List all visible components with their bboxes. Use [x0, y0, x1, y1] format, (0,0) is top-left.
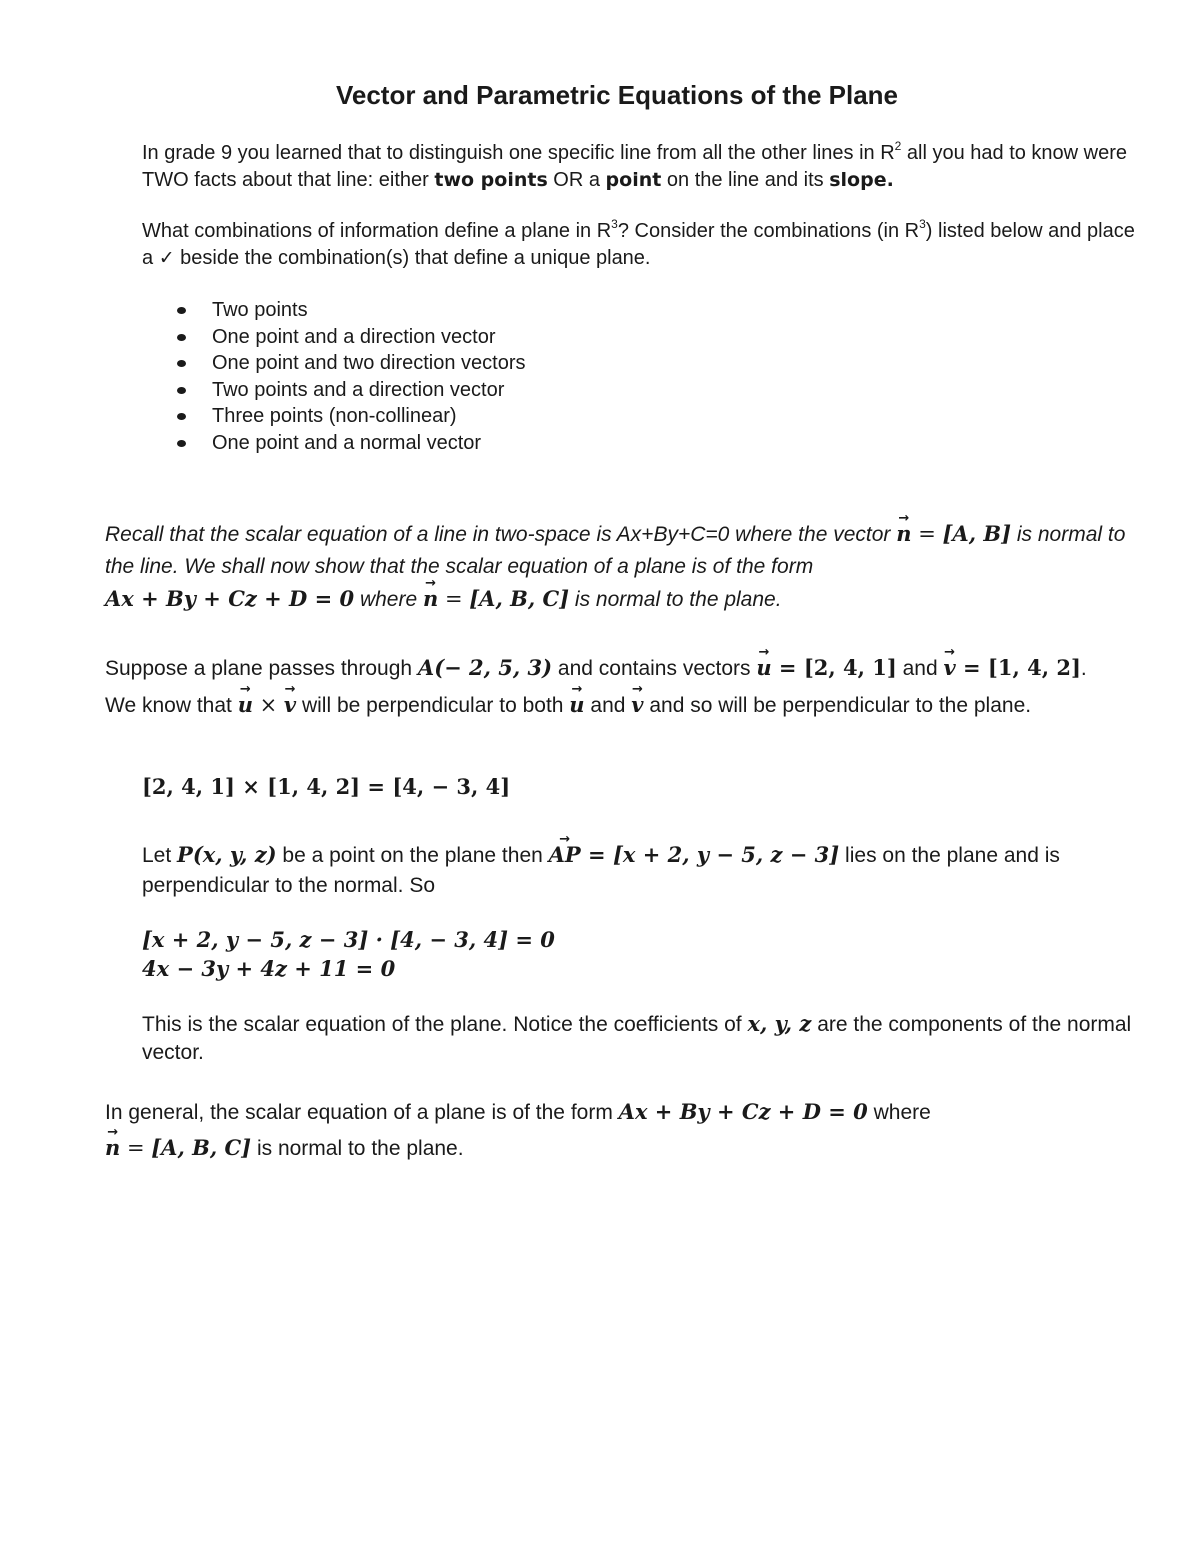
intro-paragraph: [142, 140, 1142, 194]
vector-v: → v: [631, 687, 643, 723]
options-list: [142, 297, 526, 456]
notice-paragraph: [142, 1010, 1142, 1067]
intro-text: all you had to know were TWO facts about that line: either: [142, 142, 1128, 191]
suppose-text: Suppose a plane passes through: [105, 657, 418, 680]
math-expression: [A, B, C]: [151, 1135, 252, 1160]
vector-v: → v: [284, 687, 296, 723]
page-title: Vector and Parametric Equations of the Plane: [335, 80, 899, 110]
checkmark-icon: ✓: [158, 247, 175, 269]
math-expression: x, y, z: [747, 1011, 812, 1036]
intro-text: In grade 9 you learned that to distinguish one specific line from all the other lines in R: [142, 142, 895, 164]
cross-sign: ×: [252, 693, 284, 717]
suppose-text: We know that: [105, 694, 238, 717]
general-paragraph: [105, 1094, 1145, 1166]
intro-text: on the line and its: [661, 169, 830, 191]
math-expression: = [1, 4, 2]: [955, 655, 1081, 680]
vector-u: → u: [569, 687, 584, 723]
recall-text: is normal to the plane.: [569, 588, 782, 611]
math-expression: Ax + By + Cz + D = 0: [618, 1099, 868, 1124]
math-expression: = [2, 4, 1]: [771, 655, 897, 680]
let-paragraph: [142, 840, 1142, 901]
scalar-equation: 4x − 3y + 4z + 11 = 0: [142, 956, 396, 981]
general-text: is normal to the plane.: [251, 1137, 464, 1160]
equals-sign: =: [911, 522, 943, 546]
question-text: beside the combination(s) that define a unique plane.: [174, 247, 651, 269]
recall-text: where: [354, 588, 423, 611]
vector-n: → n: [105, 1130, 120, 1165]
list-item: One point and a direction vector: [142, 324, 526, 351]
dot-product-block: [142, 925, 555, 983]
recall-text: Recall that the scalar equation of a line in two-space is Ax+By+C=0 where the vector: [105, 523, 897, 546]
suppose-text: .: [1080, 657, 1087, 680]
suppose-text: and: [896, 657, 944, 680]
vector-u: → u: [756, 650, 771, 686]
general-text: where: [867, 1101, 931, 1124]
suppose-text: and: [584, 694, 632, 717]
equals-sign: =: [120, 1136, 152, 1160]
bold-term: two points: [434, 169, 548, 191]
list-item: Three points (non-collinear): [142, 403, 526, 430]
vector-n: → n: [896, 518, 911, 550]
question-text: What combinations of information define a plane in R: [142, 220, 612, 242]
let-text: Let: [142, 844, 178, 867]
question-text: ) listed below and place a: [142, 220, 1135, 269]
superscript: 2: [894, 139, 902, 153]
let-text: lies on the plane and is perpendicular to the normal. So: [142, 844, 1060, 897]
vector-n: → n: [423, 583, 438, 615]
notice-text: are the components of the normal vector.: [142, 1013, 1132, 1064]
bold-term: slope.: [829, 169, 894, 191]
vector-ap: → AP: [549, 840, 581, 870]
cross-product-equation: [2, 4, 1] × [1, 4, 2] = [4, − 3, 4]: [142, 774, 511, 799]
superscript: 3: [611, 217, 618, 231]
math-expression: [A, B]: [942, 521, 1012, 546]
vector-v: → v: [944, 650, 956, 686]
question-paragraph: [142, 218, 1142, 272]
question-text: ? Consider the combinations (in R: [617, 220, 920, 242]
bold-term: point: [605, 169, 662, 191]
general-text: In general, the scalar equation of a plane is of the form: [105, 1101, 619, 1124]
math-expression: = [x + 2, y − 5, z − 3]: [580, 842, 840, 867]
suppose-text: will be perpendicular to both: [296, 694, 570, 717]
suppose-text: and contains vectors: [552, 657, 757, 680]
list-item: Two points and a direction vector: [142, 377, 526, 404]
suppose-paragraph: [105, 650, 1145, 724]
math-expression: [A, B, C]: [469, 586, 570, 611]
list-item: Two points: [142, 297, 526, 324]
dot-product-equation: [x + 2, y − 5, z − 3] · [4, − 3, 4] = 0: [142, 927, 555, 952]
notice-text: This is the scalar equation of the plane. Notice the coefficients of: [142, 1013, 748, 1036]
recall-text: is normal to the line. We shall now show that the scalar equation of a plane is of the form: [105, 523, 1126, 578]
vector-u: → u: [238, 687, 253, 723]
recall-paragraph: [105, 518, 1145, 616]
equals-sign: =: [438, 587, 470, 611]
list-item: One point and two direction vectors: [142, 350, 526, 377]
intro-text: OR a: [547, 169, 606, 191]
list-item: One point and a normal vector: [142, 430, 526, 457]
superscript: 3: [919, 217, 926, 231]
math-expression: A(− 2, 5, 3): [417, 655, 553, 680]
math-expression: Ax + By + Cz + D = 0: [105, 586, 355, 611]
suppose-text: and so will be perpendicular to the plane.: [643, 694, 1032, 717]
math-expression: P(x, y, z): [177, 842, 277, 867]
let-text: be a point on the plane then: [276, 844, 549, 867]
